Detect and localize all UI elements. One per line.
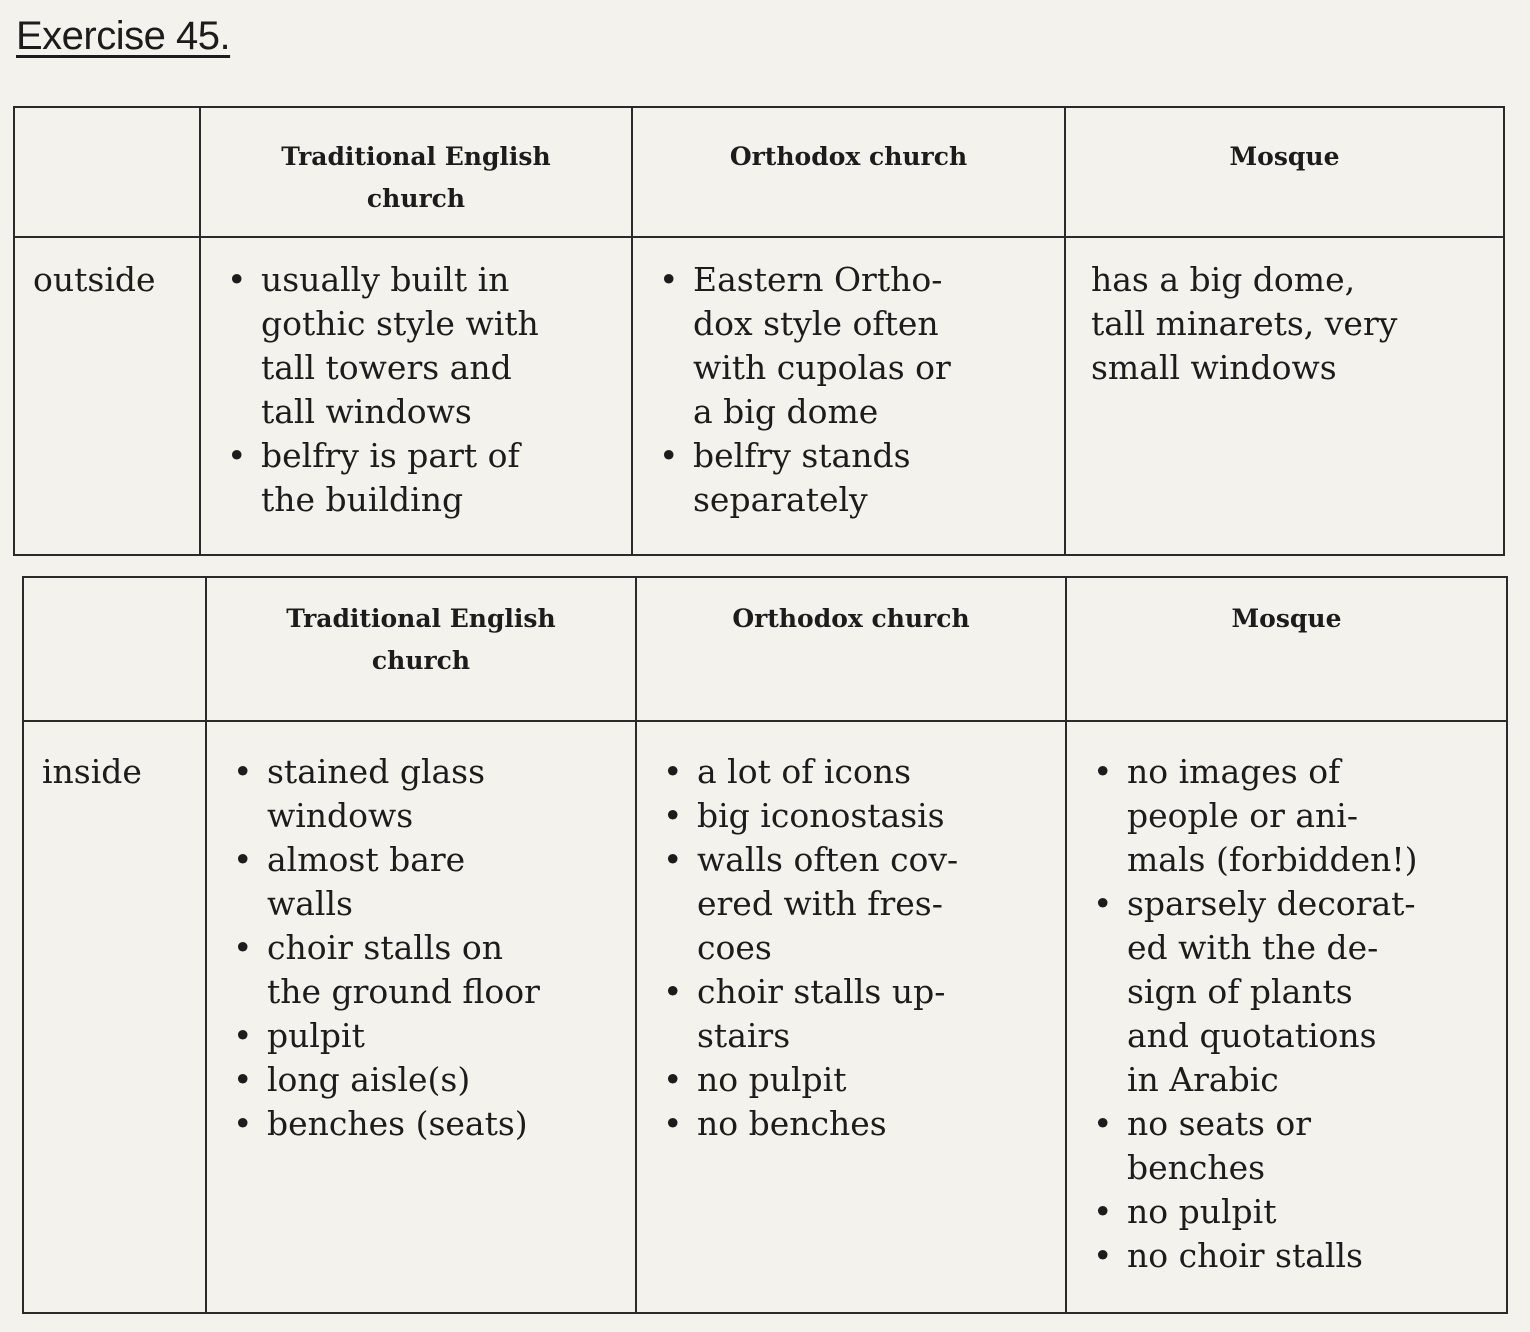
header-text: Traditional English church [286, 604, 556, 675]
list-item [637, 1058, 1065, 1102]
item-line: sparsely decorat- [1127, 884, 1416, 923]
cell-orthodox-church [632, 237, 1065, 555]
item-line: no benches [697, 1104, 887, 1143]
bullet-icon: • [1093, 1236, 1113, 1275]
header-label [14, 107, 200, 237]
bullet-icon: • [227, 260, 247, 299]
item-line: no pulpit [1127, 1192, 1277, 1231]
item-line: the building [261, 480, 464, 519]
cell-orthodox-church [636, 721, 1066, 1313]
item-line: big iconostasis [697, 796, 945, 835]
item-line: and quotations [1127, 1016, 1377, 1055]
item-line: coes [697, 928, 772, 967]
header-text: Traditional English church [281, 142, 551, 213]
bullet-icon: • [659, 436, 679, 475]
bullet-icon: • [1093, 884, 1113, 923]
item-line: usually built in [261, 260, 510, 299]
bullet-icon: • [659, 260, 679, 299]
item-line: gothic style with [261, 304, 539, 343]
bullet-icon: • [663, 1104, 683, 1143]
item-line: a lot of icons [697, 752, 912, 791]
bullet-icon: • [663, 972, 683, 1011]
header-orthodox-church [636, 577, 1066, 721]
item-line: no images of [1127, 752, 1341, 791]
bullet-icon: • [663, 1060, 683, 1099]
item-line: no pulpit [697, 1060, 847, 1099]
item-line: belfry is part of [261, 436, 520, 475]
header-orthodox-church [632, 107, 1065, 237]
item-line: stairs [697, 1016, 791, 1055]
bullet-icon: • [663, 796, 683, 835]
list-item [637, 750, 1065, 794]
item-line: dox style often [693, 304, 939, 343]
bullet-icon: • [233, 1104, 253, 1143]
bullet-icon: • [233, 1016, 253, 1055]
item-line: almost bare [267, 840, 466, 879]
list-item [1067, 1102, 1506, 1190]
bullet-icon: • [1093, 1104, 1113, 1143]
bullet-icon: • [227, 436, 247, 475]
header-text: Orthodox church [732, 604, 970, 633]
inside-comparison-table [22, 576, 1508, 1314]
item-line: the ground floor [267, 972, 540, 1011]
list-item [207, 1058, 635, 1102]
list-item [207, 1102, 635, 1146]
item-line: mals (forbidden!) [1127, 840, 1418, 879]
list-item [637, 794, 1065, 838]
list-item [633, 258, 1064, 434]
item-line: walls often cov- [697, 840, 959, 879]
cell-english-church [200, 237, 632, 555]
row-label: outside [14, 237, 200, 555]
item-line: people or ani- [1127, 796, 1358, 835]
item-line: tall minarets, very [1091, 304, 1398, 343]
item-line: a big dome [693, 392, 879, 431]
list-item [207, 750, 635, 838]
bullet-icon: • [233, 928, 253, 967]
cell-english-church [206, 721, 636, 1313]
cell-mosque [1065, 237, 1504, 555]
list-item [201, 434, 631, 522]
bullet-icon: • [663, 840, 683, 879]
list-item [1067, 1190, 1506, 1234]
header-text: Mosque [1229, 142, 1340, 171]
item-line: pulpit [267, 1016, 365, 1055]
item-line: long aisle(s) [267, 1060, 471, 1099]
list-item [1067, 1234, 1506, 1278]
item-line: in Arabic [1127, 1060, 1279, 1099]
item-line: with cupolas or [693, 348, 951, 387]
item-line: benches (seats) [267, 1104, 528, 1143]
bullet-icon: • [233, 840, 253, 879]
cell-mosque [1066, 721, 1507, 1313]
bullet-icon: • [233, 1060, 253, 1099]
item-line: ered with fres- [697, 884, 943, 923]
list-item [201, 258, 631, 434]
bullet-icon: • [233, 752, 253, 791]
exercise-title: Exercise 45. [16, 14, 231, 58]
row-label: inside [23, 721, 206, 1313]
list-item [633, 434, 1064, 522]
item-line: has a big dome, [1091, 260, 1356, 299]
header-text: Orthodox church [729, 142, 968, 171]
list-item [1066, 258, 1503, 390]
item-line: no seats or [1127, 1104, 1312, 1143]
list-item [637, 838, 1065, 970]
bullet-icon: • [1093, 1192, 1113, 1231]
header-mosque [1065, 107, 1504, 237]
list-item [637, 1102, 1065, 1146]
item-line: ed with the de- [1127, 928, 1379, 967]
header-english-church [200, 107, 632, 237]
item-line: tall windows [261, 392, 472, 431]
header-label [23, 577, 206, 721]
header-english-church [206, 577, 636, 721]
list-item [1067, 750, 1506, 882]
list-item [207, 926, 635, 1014]
list-item [1067, 882, 1506, 1102]
bullet-icon: • [1093, 752, 1113, 791]
item-line: Eastern Ortho- [693, 260, 943, 299]
outside-comparison-table [13, 106, 1505, 556]
list-item [207, 838, 635, 926]
item-line: choir stalls up- [697, 972, 946, 1011]
item-line: small windows [1091, 348, 1337, 387]
content-row [14, 237, 1504, 555]
header-mosque [1066, 577, 1507, 721]
list-item [207, 1014, 635, 1058]
item-line: separately [693, 480, 868, 519]
item-line: windows [267, 796, 414, 835]
header-row [23, 577, 1507, 721]
bullet-icon: • [663, 752, 683, 791]
item-line: stained glass [267, 752, 486, 791]
content-row [23, 721, 1507, 1313]
item-line: sign of plants [1127, 972, 1353, 1011]
item-line: walls [267, 884, 353, 923]
item-line: choir stalls on [267, 928, 503, 967]
header-row [14, 107, 1504, 237]
item-line: no choir stalls [1127, 1236, 1363, 1275]
item-line: tall towers and [261, 348, 512, 387]
item-line: belfry stands [693, 436, 911, 475]
item-line: benches [1127, 1148, 1266, 1187]
list-item [637, 970, 1065, 1058]
header-text: Mosque [1231, 604, 1342, 633]
